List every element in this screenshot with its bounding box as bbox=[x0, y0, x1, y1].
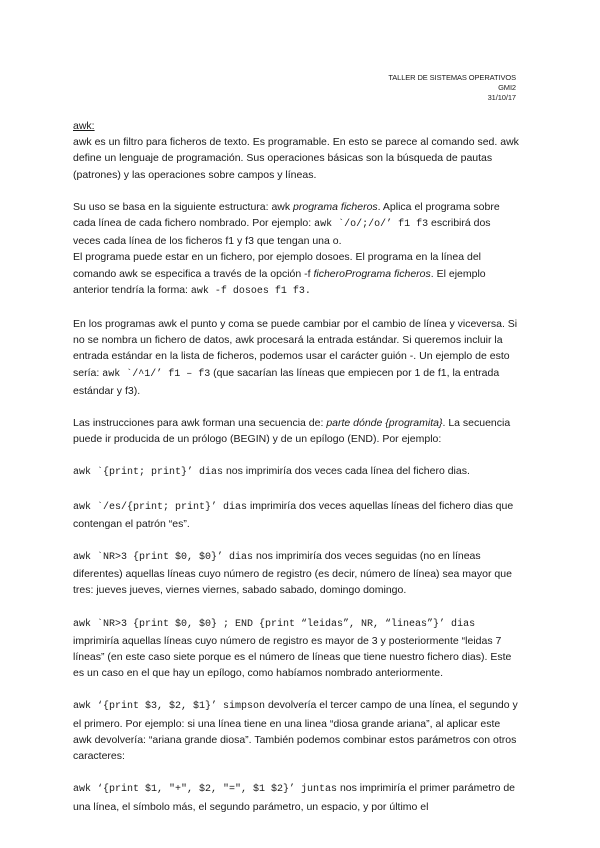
example-6 bbox=[73, 780, 519, 814]
example-5-text: devolvería el tercer campo de una línea, el segundo y el primero. Por ejemplo: si una línea tiene en una linea “diosa grande ariana”, al aplicar este awk devolvería: “ariana grande diosa”. También podemos combinar estos parámetros con otros caracteres: bbox=[73, 699, 518, 763]
usage-code-2: awk -f dosoes f1 f3. bbox=[190, 285, 311, 297]
example-4-text: imprimiría aquellas líneas cuyo número de registro es mayor de 3 y posteriormente “leidas 7 líneas” (en este caso siete porque es el número de líneas que tiene nuestro fichero dias). Este es un caso en el que hay un epílogo, como habíamos nombrado anteriormente. bbox=[73, 634, 512, 680]
document-body bbox=[73, 118, 519, 815]
usage-text-4: El programa puede estar en un fichero, por ejemplo dosoes. El programa en la línea del comando awk se especifica a través de la opción -f bbox=[73, 251, 481, 280]
example-1-code: awk `{print; print}’ dias bbox=[73, 467, 224, 479]
instructions-text-2: . La secuencia puede ir producida de un prólogo (BEGIN) y de un epílogo (END). Por ejemplo: bbox=[73, 417, 511, 446]
usage-text-2: . Aplica el programa sobre cada línea de cada fichero nombrado. Por ejemplo: bbox=[73, 200, 500, 230]
group-label: GMI2 bbox=[498, 83, 516, 92]
course-title: TALLER DE SISTEMAS OPERATIVOS bbox=[388, 73, 516, 82]
document-date: 31/10/17 bbox=[487, 93, 516, 102]
section-title: awk: bbox=[73, 120, 95, 132]
example-1 bbox=[73, 463, 519, 481]
example-2 bbox=[73, 498, 519, 532]
instructions-emphasis: parte dónde {programita} bbox=[326, 417, 443, 430]
example-1-text: nos imprimiría dos veces cada línea del fichero dias. bbox=[223, 465, 470, 478]
example-2-text: imprimiría dos veces aquellas líneas del fichero dias que contengan el patrón “es”. bbox=[73, 499, 514, 530]
example-3-text: nos imprimiría dos veces seguidas (no en líneas diferentes) aquellas líneas cuyo número de registro (es decir, número de línea) sea mayor que tres: jueves jueves, viernes viernes, sabado sabado, domingo domingo. bbox=[73, 550, 512, 597]
stdin-text-1: En los programas awk el punto y coma se puede cambiar por el cambio de línea y viceversa. Si no se nombra un fichero de datos, awk procesará la entrada estándar. Si queremos incluir la entrada estándar en la lista de ficheros, podemos usar el carácter guión -. Un ejemplo de esto sería: bbox=[73, 318, 518, 379]
intro-text: awk es un filtro para ficheros de texto. Es programable. En esto se parece al comando sed. awk define un lenguaje de programación. Sus operaciones básicas son la búsqueda de pautas (patrones) y las operaciones sobre campos y líneas. bbox=[73, 136, 519, 181]
document-header bbox=[388, 73, 516, 103]
stdin-code: awk `/^1/’ f1 – f3 bbox=[102, 368, 211, 380]
usage-text-5: . El ejemplo anterior tendría la forma: bbox=[73, 267, 486, 296]
usage-text-3: escribirá dos veces cada línea de los ficheros f1 y f3 que tengan una o. bbox=[73, 217, 491, 248]
example-4-code: awk `NR>3 {print $0, $0} ; END {print “leidas”, NR, “lineas”}’ dias bbox=[73, 618, 476, 630]
usage-text-1: Su uso se basa en la siguiente estructura: awk bbox=[73, 200, 294, 213]
example-3 bbox=[73, 548, 519, 599]
example-6-code: awk ‘{print $1, "+", $2, "=", $1 $2}’ juntas bbox=[73, 784, 338, 796]
example-3-code: awk `NR>3 {print $0, $0}’ dias bbox=[73, 552, 254, 564]
example-4 bbox=[73, 615, 519, 682]
instructions-paragraph bbox=[73, 415, 519, 447]
program-file-paragraph bbox=[73, 249, 519, 300]
usage-code-1: awk `/o/;/o/’ f1 f3 bbox=[314, 219, 429, 231]
usage-emphasis-1: programa ficheros bbox=[293, 200, 378, 213]
example-6-text: nos imprimiría el primer parámetro de una línea, el símbolo más, el segundo parámetro, un espacio, y por último el bbox=[73, 782, 516, 813]
intro-paragraph bbox=[73, 134, 519, 183]
instructions-text-1: Las instrucciones para awk forman una secuencia de: bbox=[73, 417, 327, 430]
example-5 bbox=[73, 697, 519, 764]
example-2-code: awk `/es/{print; print}’ dias bbox=[73, 501, 248, 513]
stdin-paragraph bbox=[73, 316, 519, 399]
stdin-text-2: (que sacarían las líneas que empiecen por 1 de f1, la entrada estándar y f3). bbox=[73, 366, 500, 397]
usage-paragraph bbox=[73, 199, 519, 250]
example-5-code: awk ‘{print $3, $2, $1}’ simpson bbox=[73, 701, 266, 713]
usage-emphasis-2: ficheroPrograma ficheros bbox=[313, 267, 431, 280]
